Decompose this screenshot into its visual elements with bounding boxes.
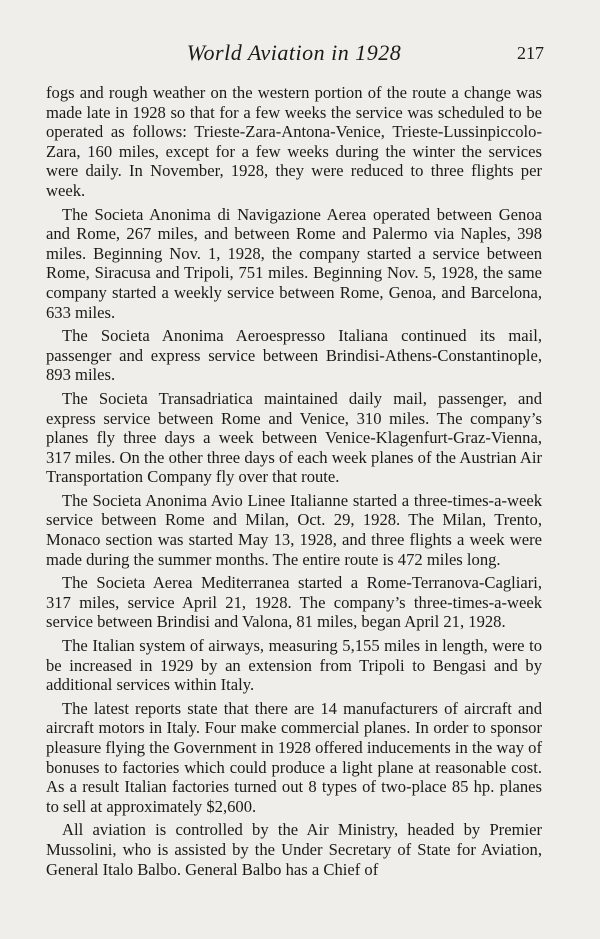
paragraph-air-ministry: All aviation is controlled by the Air Ministry, headed by Premier Mussolini, who is assisted by the Under Secretary of State for Aviation, General Italo Balbo. General Balbo has a Chief of — [46, 820, 542, 879]
running-title: World Aviation in 1928 — [186, 40, 402, 65]
paragraph-aeroespresso-italiana: The Societa Anonima Aeroespresso Italiana continued its mail, passenger and express service between Brindisi-Athens-Constantinople, 893 miles. — [46, 326, 542, 385]
paragraph-navigazione-aerea: The Societa Anonima di Navigazione Aerea operated between Genoa and Rome, 267 miles, and between Rome and Palermo via Naples, 398 miles. Beginning Nov. 1, 1928, the company started a service between Rome, Siracusa and Tripoli, 751 miles. Beginning Nov. 5, 1928, the same company started a weekly service between Rome, Genoa, and Barcelona, 633 miles. — [46, 204, 542, 322]
paragraph-transadriatica: The Societa Transadriatica maintained daily mail, passenger, and express service between Rome and Venice, 310 miles. The company’s planes fly three days a week between Venice-Klagenfurt-Graz-Vienna, 317 miles. On the other three days of each week planes of the Austrian Air Transportation Company fly over that route. — [46, 388, 542, 487]
paragraph-avio-linee-italianne: The Societa Anonima Avio Linee Italianne started a three-times-a-week service between Rome and Milan, Oct. 29, 1928. The Milan, Trento, Monaco section was started May 13, 1928, and three flights a week were made during the summer months. The entire route is 472 miles long. — [46, 490, 542, 569]
body-text — [46, 83, 542, 879]
paragraph-adriatic-route-continued: fogs and rough weather on the western portion of the route a change was made late in 1928 so that for a few weeks the service was scheduled to be operated as follows: Trieste-Zara-Antona-Venice, Trieste-Lussinpiccolo-Zara, 160 miles, except for a few weeks during the winter the services were daily. In November, 1928, they were reduced to three flights per week. — [46, 83, 542, 200]
paragraph-aerea-mediterranea: The Societa Aerea Mediterranea started a Rome-Terranova-Cagliari, 317 miles, service April 21, 1928. The company’s three-times-a-week service between Brindisi and Valona, 81 miles, began April 21, 1928. — [46, 573, 542, 632]
paragraph-italian-airways-system: The Italian system of airways, measuring 5,155 miles in length, were to be increased in 1929 by an extension from Tripoli to Bengasi and by additional services within Italy. — [46, 636, 542, 695]
paragraph-aircraft-manufacturers: The latest reports state that there are 14 manufacturers of aircraft and aircraft motors in Italy. Four make commercial planes. In order to sponsor pleasure flying the Government in 1928 offered inducements in the way of bonuses to factories which could produce a light plane at reasonable cost. As a result Italian factories turned out 8 types of two-place 85 hp. planes to sell at approximately $2,600. — [46, 698, 542, 816]
page-number: 217 — [517, 43, 544, 63]
page-header — [46, 40, 542, 70]
